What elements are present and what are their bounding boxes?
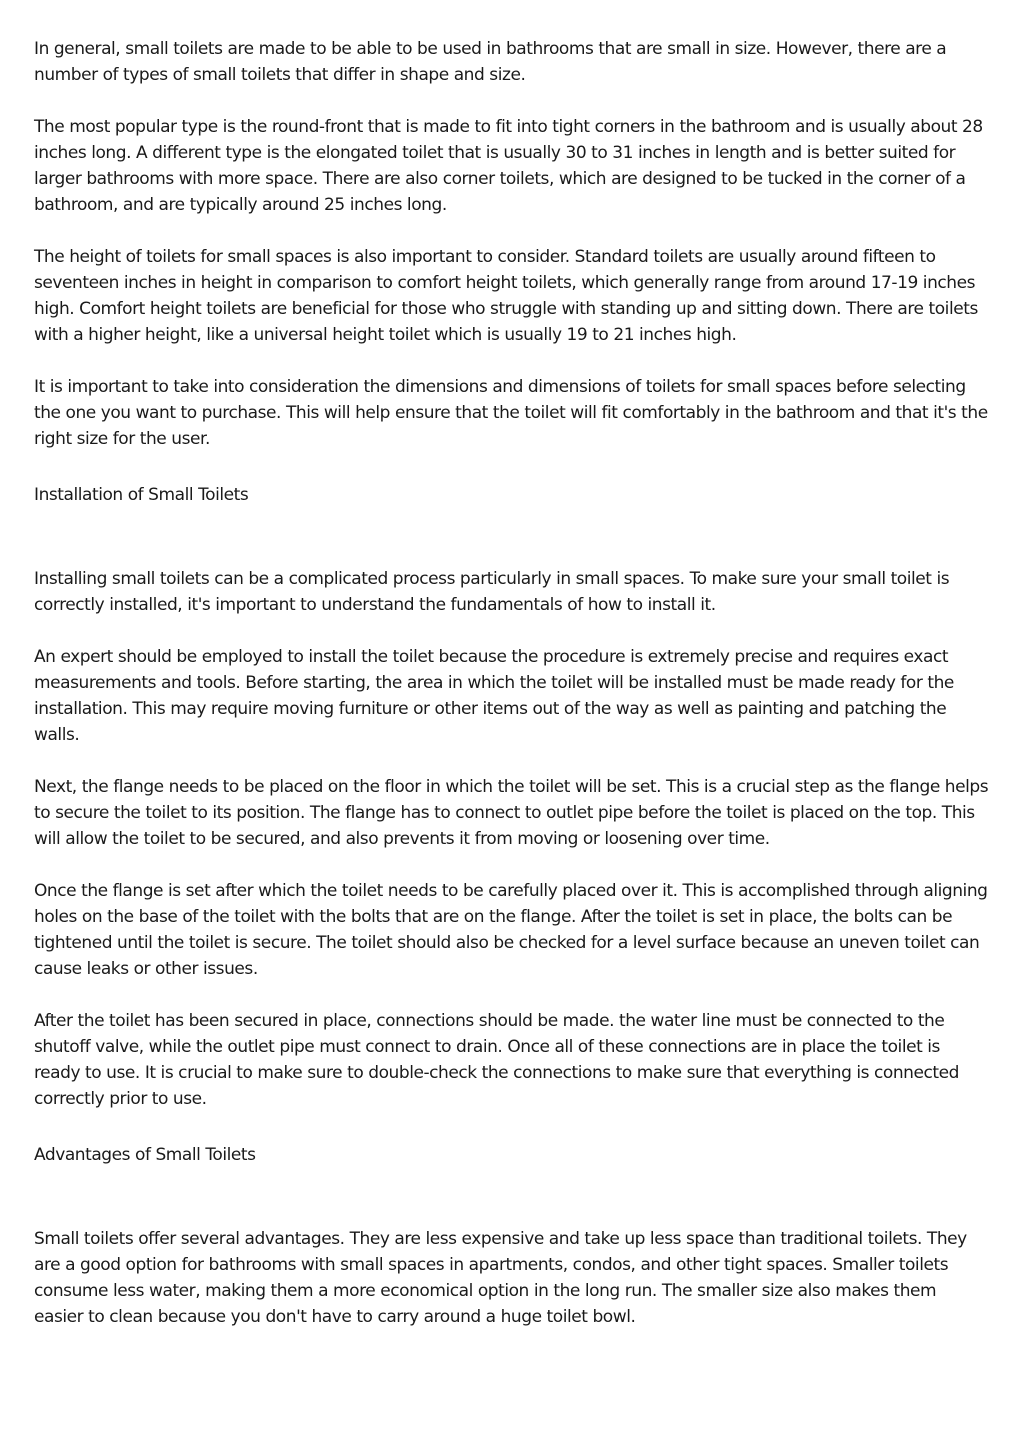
paragraph: Next, the flange needs to be placed on the floor in which the toilet will be set. This is a crucial step as the flange helps to secure the toilet to its position. The flange has to connect to outlet pipe before the toilet is placed on the top. This will allow the toilet to be secured, and also prevents it from moving or loosening over time. xyxy=(34,777,989,849)
paragraph: It is important to take into consideration the dimensions and dimensions of toilets for small spaces before selecting the one you want to purchase. This will help ensure that the toilet will fit comfortably in the bathroom and that it's the right size for the user. xyxy=(34,377,988,449)
paragraph: Installing small toilets can be a complicated process particularly in small spaces. To make sure your small toilet is correctly installed, it's important to understand the fundamentals of how to install it. xyxy=(34,569,950,615)
spacer xyxy=(34,508,990,566)
paragraph: Once the flange is set after which the toilet needs to be carefully placed over it. This is accomplished through aligning holes on the base of the toilet with the bolts that are on the flange. After the toilet is set in place, the bolts can be tightened until the toilet is secure. The toilet should also be checked for a level surface because an uneven toilet can cause leaks or other issues. xyxy=(34,881,988,979)
paragraph: Small toilets offer several advantages. They are less expensive and take up less space than traditional toilets. They are a good option for bathrooms with small spaces in apartments, condos, and other tight spaces. Smaller toilets consume less water, making them a more economical option in the long run. The smaller size also makes them easier to clean because you don't have to carry around a huge toilet bowl. xyxy=(34,1229,967,1327)
section-heading-installation: Installation of Small Toilets xyxy=(34,485,249,505)
spacer xyxy=(34,1168,990,1226)
paragraph: In general, small toilets are made to be able to be used in bathrooms that are small in size. However, there are a number of types of small toilets that differ in shape and size. xyxy=(34,39,947,85)
paragraph: After the toilet has been secured in place, connections should be made. the water line must be connected to the shutoff valve, while the outlet pipe must connect to drain. Once all of these connections are in place the toilet is ready to use. It is crucial to make sure to double-check the connections to make sure that everything is connected correctly prior to use. xyxy=(34,1011,959,1109)
installation-section xyxy=(34,566,990,1112)
advantages-section xyxy=(34,1226,990,1330)
spacer xyxy=(34,1112,990,1142)
spacer xyxy=(34,452,990,482)
paragraph: The height of toilets for small spaces is also important to consider. Standard toilets are usually around fifteen to seventeen inches in height in comparison to comfort height toilets, which generally range from around 17-19 inches high. Comfort height toilets are beneficial for those who struggle with standing up and sitting down. There are toilets with a higher height, like a universal height toilet which is usually 19 to 21 inches high. xyxy=(34,247,978,345)
intro-section xyxy=(34,36,990,452)
paragraph: The most popular type is the round-front that is made to fit into tight corners in the bathroom and is usually about 28 inches long. A different type is the elongated toilet that is usually 30 to 31 inches in length and is better suited for larger bathrooms with more space. There are also corner toilets, which are designed to be tucked in the corner of a bathroom, and are typically around 25 inches long. xyxy=(34,117,983,215)
document-page xyxy=(34,36,990,1330)
paragraph: An expert should be employed to install the toilet because the procedure is extremely precise and requires exact measurements and tools. Before starting, the area in which the toilet will be installed must be made ready for the installation. This may require moving furniture or other items out of the way as well as painting and patching the walls. xyxy=(34,647,954,745)
section-heading-advantages: Advantages of Small Toilets xyxy=(34,1145,256,1165)
